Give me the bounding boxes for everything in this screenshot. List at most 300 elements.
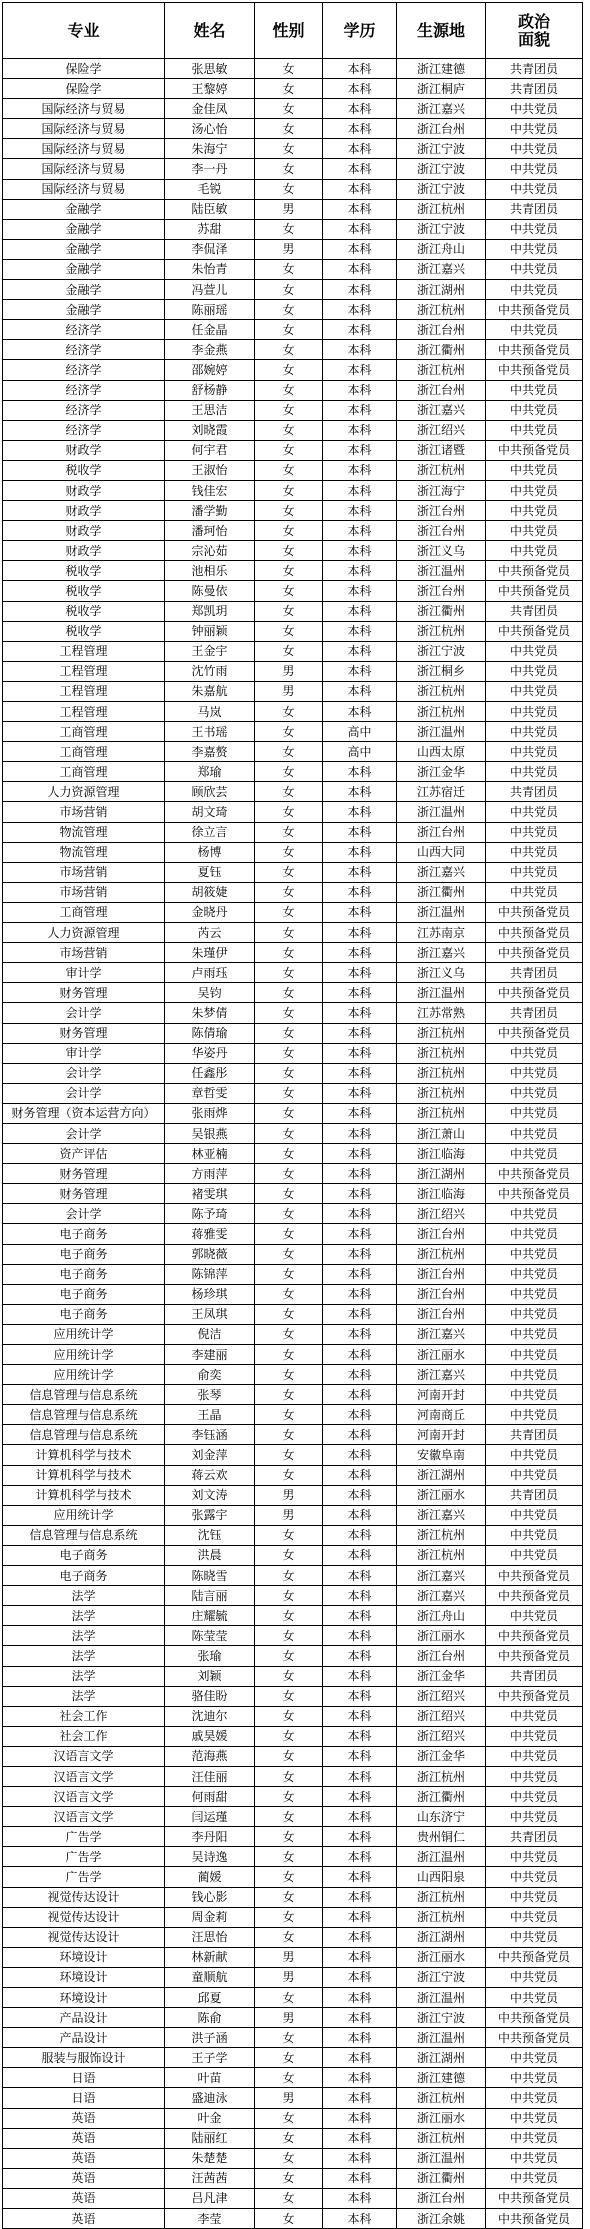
cell-name: 郭晓薇 [165,1244,255,1264]
cell-name: 庄耀毓 [165,1606,255,1626]
table-row [3,1887,583,1907]
cell-political-status: 中共党员 [486,2088,583,2108]
cell-gender: 女 [255,480,323,500]
table-row [3,1083,583,1103]
cell-origin: 浙江温州 [397,802,486,822]
table-row [3,742,583,762]
roster-sheet [2,2,582,2229]
cell-degree: 本科 [323,1626,397,1646]
cell-origin: 浙江台州 [397,1224,486,1244]
cell-political-status: 共青团员 [486,963,583,983]
cell-major: 国际经济与贸易 [3,119,165,139]
cell-major: 经济学 [3,320,165,340]
cell-degree: 本科 [323,2209,397,2229]
cell-major: 工程管理 [3,702,165,722]
cell-political-status: 共青团员 [486,601,583,621]
cell-origin: 浙江台州 [397,1284,486,1304]
cell-name: 俞奕 [165,1365,255,1385]
table-row [3,1405,583,1425]
cell-political-status: 中共党员 [486,2148,583,2168]
table-row [3,1927,583,1947]
cell-gender: 女 [255,802,323,822]
cell-degree: 本科 [323,842,397,862]
table-row [3,1626,583,1646]
cell-name: 宗沁茹 [165,541,255,561]
cell-degree: 本科 [323,1666,397,1686]
cell-major: 保险学 [3,59,165,79]
cell-major: 国际经济与贸易 [3,159,165,179]
cell-name: 李一丹 [165,159,255,179]
table-row [3,1184,583,1204]
cell-major: 工商管理 [3,762,165,782]
header-name: 姓名 [165,3,255,59]
cell-political-status: 中共党员 [486,1123,583,1143]
cell-name: 舒杨静 [165,380,255,400]
cell-gender: 男 [255,1947,323,1967]
cell-gender: 女 [255,2148,323,2168]
cell-origin: 山东济宁 [397,1807,486,1827]
cell-political-status: 中共党员 [486,460,583,480]
cell-degree: 本科 [323,923,397,943]
cell-origin: 浙江衢州 [397,1787,486,1807]
table-row [3,1224,583,1244]
cell-political-status: 共青团员 [486,782,583,802]
cell-gender: 女 [255,1244,323,1264]
cell-major: 汉语言文学 [3,1766,165,1786]
cell-degree: 本科 [323,2108,397,2128]
table-row [3,1566,583,1586]
cell-political-status: 中共党员 [486,702,583,722]
cell-political-status: 中共党员 [486,842,583,862]
cell-gender: 女 [255,521,323,541]
cell-political-status: 中共党员 [486,1345,583,1365]
cell-gender: 男 [255,681,323,701]
table-row [3,1465,583,1485]
cell-gender: 女 [255,1304,323,1324]
cell-origin: 浙江舟山 [397,1606,486,1626]
cell-degree: 本科 [323,983,397,1003]
cell-origin: 浙江杭州 [397,1887,486,1907]
cell-origin: 贵州铜仁 [397,1827,486,1847]
cell-degree: 本科 [323,1023,397,1043]
cell-gender: 女 [255,1706,323,1726]
cell-origin: 浙江台州 [397,822,486,842]
cell-name: 陆言丽 [165,1586,255,1606]
cell-origin: 江苏南京 [397,923,486,943]
cell-major: 经济学 [3,420,165,440]
cell-major: 税收学 [3,601,165,621]
cell-name: 洪子涵 [165,2028,255,2048]
cell-degree: 本科 [323,1766,397,1786]
table-row [3,1787,583,1807]
cell-gender: 女 [255,762,323,782]
cell-name: 王子学 [165,2048,255,2068]
table-row [3,460,583,480]
cell-origin: 浙江桐乡 [397,661,486,681]
cell-origin: 浙江杭州 [397,1766,486,1786]
cell-degree: 本科 [323,1606,397,1626]
cell-origin: 浙江嘉兴 [397,1586,486,1606]
cell-political-status: 中共党员 [486,1988,583,2008]
cell-political-status: 中共党员 [486,1204,583,1224]
cell-political-status: 中共预备党员 [486,300,583,320]
cell-major: 财政学 [3,480,165,500]
cell-gender: 女 [255,1907,323,1927]
cell-political-status: 中共党员 [486,802,583,822]
table-row [3,2108,583,2128]
cell-political-status: 中共党员 [486,159,583,179]
cell-name: 张露宇 [165,1505,255,1525]
cell-political-status: 中共党员 [486,1385,583,1405]
cell-origin: 浙江嘉兴 [397,259,486,279]
table-row [3,601,583,621]
cell-name: 卢雨珏 [165,963,255,983]
cell-degree: 本科 [323,943,397,963]
cell-gender: 女 [255,219,323,239]
cell-major: 产品设计 [3,2008,165,2028]
cell-origin: 浙江温州 [397,902,486,922]
cell-political-status: 中共党员 [486,1787,583,1807]
cell-major: 电子商务 [3,1545,165,1565]
cell-major: 英语 [3,2188,165,2208]
cell-degree: 本科 [323,1123,397,1143]
table-row [3,1063,583,1083]
cell-political-status: 中共预备党员 [486,440,583,460]
cell-name: 华姿丹 [165,1043,255,1063]
cell-origin: 浙江宁波 [397,1967,486,1987]
cell-degree: 本科 [323,99,397,119]
cell-major: 计算机科学与技术 [3,1485,165,1505]
table-row [3,119,583,139]
cell-political-status: 中共党员 [486,762,583,782]
cell-name: 闫运瑾 [165,1807,255,1827]
cell-gender: 女 [255,1083,323,1103]
table-row [3,782,583,802]
cell-origin: 浙江湖州 [397,280,486,300]
cell-degree: 本科 [323,762,397,782]
table-row [3,822,583,842]
cell-major: 法学 [3,1646,165,1666]
cell-political-status: 中共党员 [486,641,583,661]
cell-origin: 山西大同 [397,842,486,862]
cell-name: 朱瑾伊 [165,943,255,963]
table-row [3,902,583,922]
cell-major: 产品设计 [3,2028,165,2048]
cell-major: 汉语言文学 [3,1807,165,1827]
cell-gender: 女 [255,1787,323,1807]
cell-name: 童顺航 [165,1967,255,1987]
cell-origin: 浙江宁波 [397,139,486,159]
cell-degree: 本科 [323,360,397,380]
cell-major: 工商管理 [3,902,165,922]
cell-origin: 浙江温州 [397,561,486,581]
cell-major: 环境设计 [3,1967,165,1987]
cell-name: 李金燕 [165,340,255,360]
cell-name: 吴钧 [165,983,255,1003]
cell-gender: 女 [255,400,323,420]
cell-degree: 本科 [323,1083,397,1103]
cell-political-status: 共青团员 [486,1827,583,1847]
cell-gender: 女 [255,1465,323,1485]
cell-political-status: 中共党员 [486,1606,583,1626]
cell-degree: 本科 [323,1425,397,1445]
cell-origin: 浙江衢州 [397,601,486,621]
cell-major: 环境设计 [3,1947,165,1967]
cell-gender: 女 [255,1445,323,1465]
table-row [3,2048,583,2068]
cell-origin: 浙江台州 [397,1646,486,1666]
table-row [3,1164,583,1184]
cell-major: 人力资源管理 [3,923,165,943]
cell-gender: 女 [255,79,323,99]
table-row [3,179,583,199]
cell-origin: 浙江杭州 [397,1244,486,1264]
cell-origin: 浙江绍兴 [397,1686,486,1706]
cell-degree: 本科 [323,601,397,621]
cell-major: 税收学 [3,561,165,581]
cell-degree: 本科 [323,1445,397,1465]
cell-gender: 女 [255,2209,323,2229]
cell-origin: 浙江海宁 [397,480,486,500]
cell-degree: 本科 [323,1646,397,1666]
table-row [3,139,583,159]
cell-degree: 本科 [323,1686,397,1706]
cell-gender: 女 [255,983,323,1003]
cell-name: 毛锐 [165,179,255,199]
cell-origin: 浙江临海 [397,1144,486,1164]
cell-gender: 女 [255,1746,323,1766]
cell-gender: 女 [255,1525,323,1545]
cell-gender: 女 [255,1144,323,1164]
cell-gender: 女 [255,99,323,119]
cell-name: 范海燕 [165,1746,255,1766]
cell-political-status: 中共党员 [486,1967,583,1987]
cell-political-status: 中共党员 [486,1867,583,1887]
cell-origin: 浙江丽水 [397,1947,486,1967]
cell-origin: 浙江台州 [397,1304,486,1324]
cell-origin: 浙江义乌 [397,541,486,561]
table-row [3,59,583,79]
cell-gender: 女 [255,1566,323,1586]
cell-political-status: 中共预备党员 [486,1626,583,1646]
cell-origin: 河南商丘 [397,1405,486,1425]
cell-gender: 女 [255,360,323,380]
table-row [3,199,583,219]
cell-degree: 本科 [323,862,397,882]
table-row [3,79,583,99]
cell-name: 蒋雅雯 [165,1224,255,1244]
cell-name: 陈晓雪 [165,1566,255,1586]
cell-political-status: 中共党员 [486,1224,583,1244]
cell-degree: 本科 [323,239,397,259]
cell-gender: 男 [255,199,323,219]
cell-degree: 本科 [323,1586,397,1606]
cell-major: 会计学 [3,1003,165,1023]
cell-political-status: 中共预备党员 [486,621,583,641]
cell-political-status: 中共党员 [486,1405,583,1425]
table-row [3,923,583,943]
cell-major: 信息管理与信息系统 [3,1425,165,1445]
roster-table [2,2,583,2229]
cell-name: 李莹 [165,2209,255,2229]
cell-political-status: 中共党员 [486,1324,583,1344]
cell-origin: 浙江宁波 [397,2008,486,2028]
cell-name: 邵婉婷 [165,360,255,380]
cell-major: 国际经济与贸易 [3,179,165,199]
cell-degree: 本科 [323,1887,397,1907]
cell-origin: 浙江温州 [397,722,486,742]
table-row [3,1988,583,2008]
cell-origin: 浙江建德 [397,2068,486,2088]
cell-gender: 女 [255,280,323,300]
cell-major: 英语 [3,2168,165,2188]
cell-major: 英语 [3,2148,165,2168]
cell-major: 市场营销 [3,862,165,882]
cell-degree: 本科 [323,440,397,460]
cell-origin: 浙江温州 [397,2028,486,2048]
cell-origin: 浙江嘉兴 [397,862,486,882]
cell-gender: 女 [255,1586,323,1606]
cell-gender: 女 [255,1405,323,1425]
table-row [3,641,583,661]
cell-political-status: 中共党员 [486,1525,583,1545]
cell-origin: 浙江余姚 [397,2209,486,2229]
cell-political-status: 中共党员 [486,1847,583,1867]
cell-degree: 本科 [323,1746,397,1766]
cell-name: 戚昊媛 [165,1726,255,1746]
table-row [3,1023,583,1043]
cell-origin: 浙江绍兴 [397,1204,486,1224]
cell-origin: 浙江温州 [397,983,486,1003]
cell-degree: 本科 [323,1405,397,1425]
table-row [3,521,583,541]
table-row [3,621,583,641]
cell-political-status: 中共党员 [486,139,583,159]
table-row [3,1666,583,1686]
cell-major: 财政学 [3,501,165,521]
cell-name: 汪佳丽 [165,1766,255,1786]
cell-degree: 本科 [323,1365,397,1385]
cell-gender: 女 [255,1365,323,1385]
cell-name: 王黎婷 [165,79,255,99]
cell-political-status: 共青团员 [486,1003,583,1023]
cell-name: 吴银燕 [165,1123,255,1143]
table-row [3,360,583,380]
table-row [3,2088,583,2108]
cell-origin: 江苏常熟 [397,1003,486,1023]
cell-major: 财政学 [3,521,165,541]
cell-political-status: 中共党员 [486,1545,583,1565]
cell-degree: 本科 [323,1827,397,1847]
cell-political-status: 中共党员 [486,822,583,842]
cell-name: 何雨甜 [165,1787,255,1807]
cell-gender: 女 [255,782,323,802]
cell-name: 钱佳宏 [165,480,255,500]
cell-name: 夏钰 [165,862,255,882]
table-row [3,983,583,1003]
cell-political-status: 共青团员 [486,79,583,99]
cell-degree: 本科 [323,541,397,561]
cell-major: 应用统计学 [3,1345,165,1365]
cell-origin: 浙江宁波 [397,179,486,199]
cell-degree: 本科 [323,1204,397,1224]
cell-major: 应用统计学 [3,1505,165,1525]
cell-political-status: 中共党员 [486,1766,583,1786]
cell-origin: 浙江杭州 [397,199,486,219]
cell-political-status: 中共党员 [486,280,583,300]
cell-major: 工程管理 [3,641,165,661]
table-row [3,1606,583,1626]
cell-name: 李建丽 [165,1345,255,1365]
cell-political-status: 中共党员 [486,219,583,239]
cell-name: 沈迪尔 [165,1706,255,1726]
table-row [3,2128,583,2148]
cell-major: 社会工作 [3,1726,165,1746]
cell-political-status: 中共党员 [486,1706,583,1726]
cell-degree: 本科 [323,460,397,480]
cell-major: 工程管理 [3,661,165,681]
cell-origin: 浙江嘉兴 [397,1365,486,1385]
cell-name: 冯萱儿 [165,280,255,300]
cell-name: 陈予琦 [165,1204,255,1224]
cell-origin: 浙江绍兴 [397,420,486,440]
cell-name: 吕凡津 [165,2188,255,2208]
cell-political-status: 中共党员 [486,661,583,681]
cell-political-status: 中共党员 [486,501,583,521]
cell-major: 电子商务 [3,1244,165,1264]
cell-gender: 女 [255,440,323,460]
cell-degree: 本科 [323,802,397,822]
cell-degree: 本科 [323,300,397,320]
cell-political-status: 中共党员 [486,1907,583,1927]
cell-origin: 浙江湖州 [397,1465,486,1485]
cell-political-status: 中共党员 [486,1264,583,1284]
cell-gender: 女 [255,842,323,862]
cell-name: 朱梦倩 [165,1003,255,1023]
cell-gender: 女 [255,2108,323,2128]
header-major: 专业 [3,3,165,59]
header-political-status: 政治面貌 [486,3,583,59]
cell-gender: 男 [255,1485,323,1505]
cell-degree: 本科 [323,1164,397,1184]
cell-political-status: 中共党员 [486,99,583,119]
cell-origin: 浙江丽水 [397,1345,486,1365]
cell-major: 环境设计 [3,1988,165,2008]
cell-gender: 女 [255,1646,323,1666]
cell-political-status: 中共预备党员 [486,340,583,360]
cell-gender: 女 [255,1726,323,1746]
cell-degree: 本科 [323,179,397,199]
cell-name: 叶金 [165,2108,255,2128]
table-row [3,882,583,902]
table-row [3,2068,583,2088]
cell-gender: 女 [255,59,323,79]
cell-gender: 女 [255,902,323,922]
cell-major: 法学 [3,1686,165,1706]
cell-degree: 本科 [323,1144,397,1164]
cell-gender: 女 [255,581,323,601]
table-row [3,1103,583,1123]
table-row [3,340,583,360]
cell-political-status: 中共预备党员 [486,561,583,581]
cell-major: 会计学 [3,1083,165,1103]
cell-gender: 女 [255,621,323,641]
cell-origin: 浙江建德 [397,59,486,79]
cell-name: 陈锦萍 [165,1264,255,1284]
table-row [3,802,583,822]
table-row [3,1967,583,1987]
cell-major: 信息管理与信息系统 [3,1385,165,1405]
